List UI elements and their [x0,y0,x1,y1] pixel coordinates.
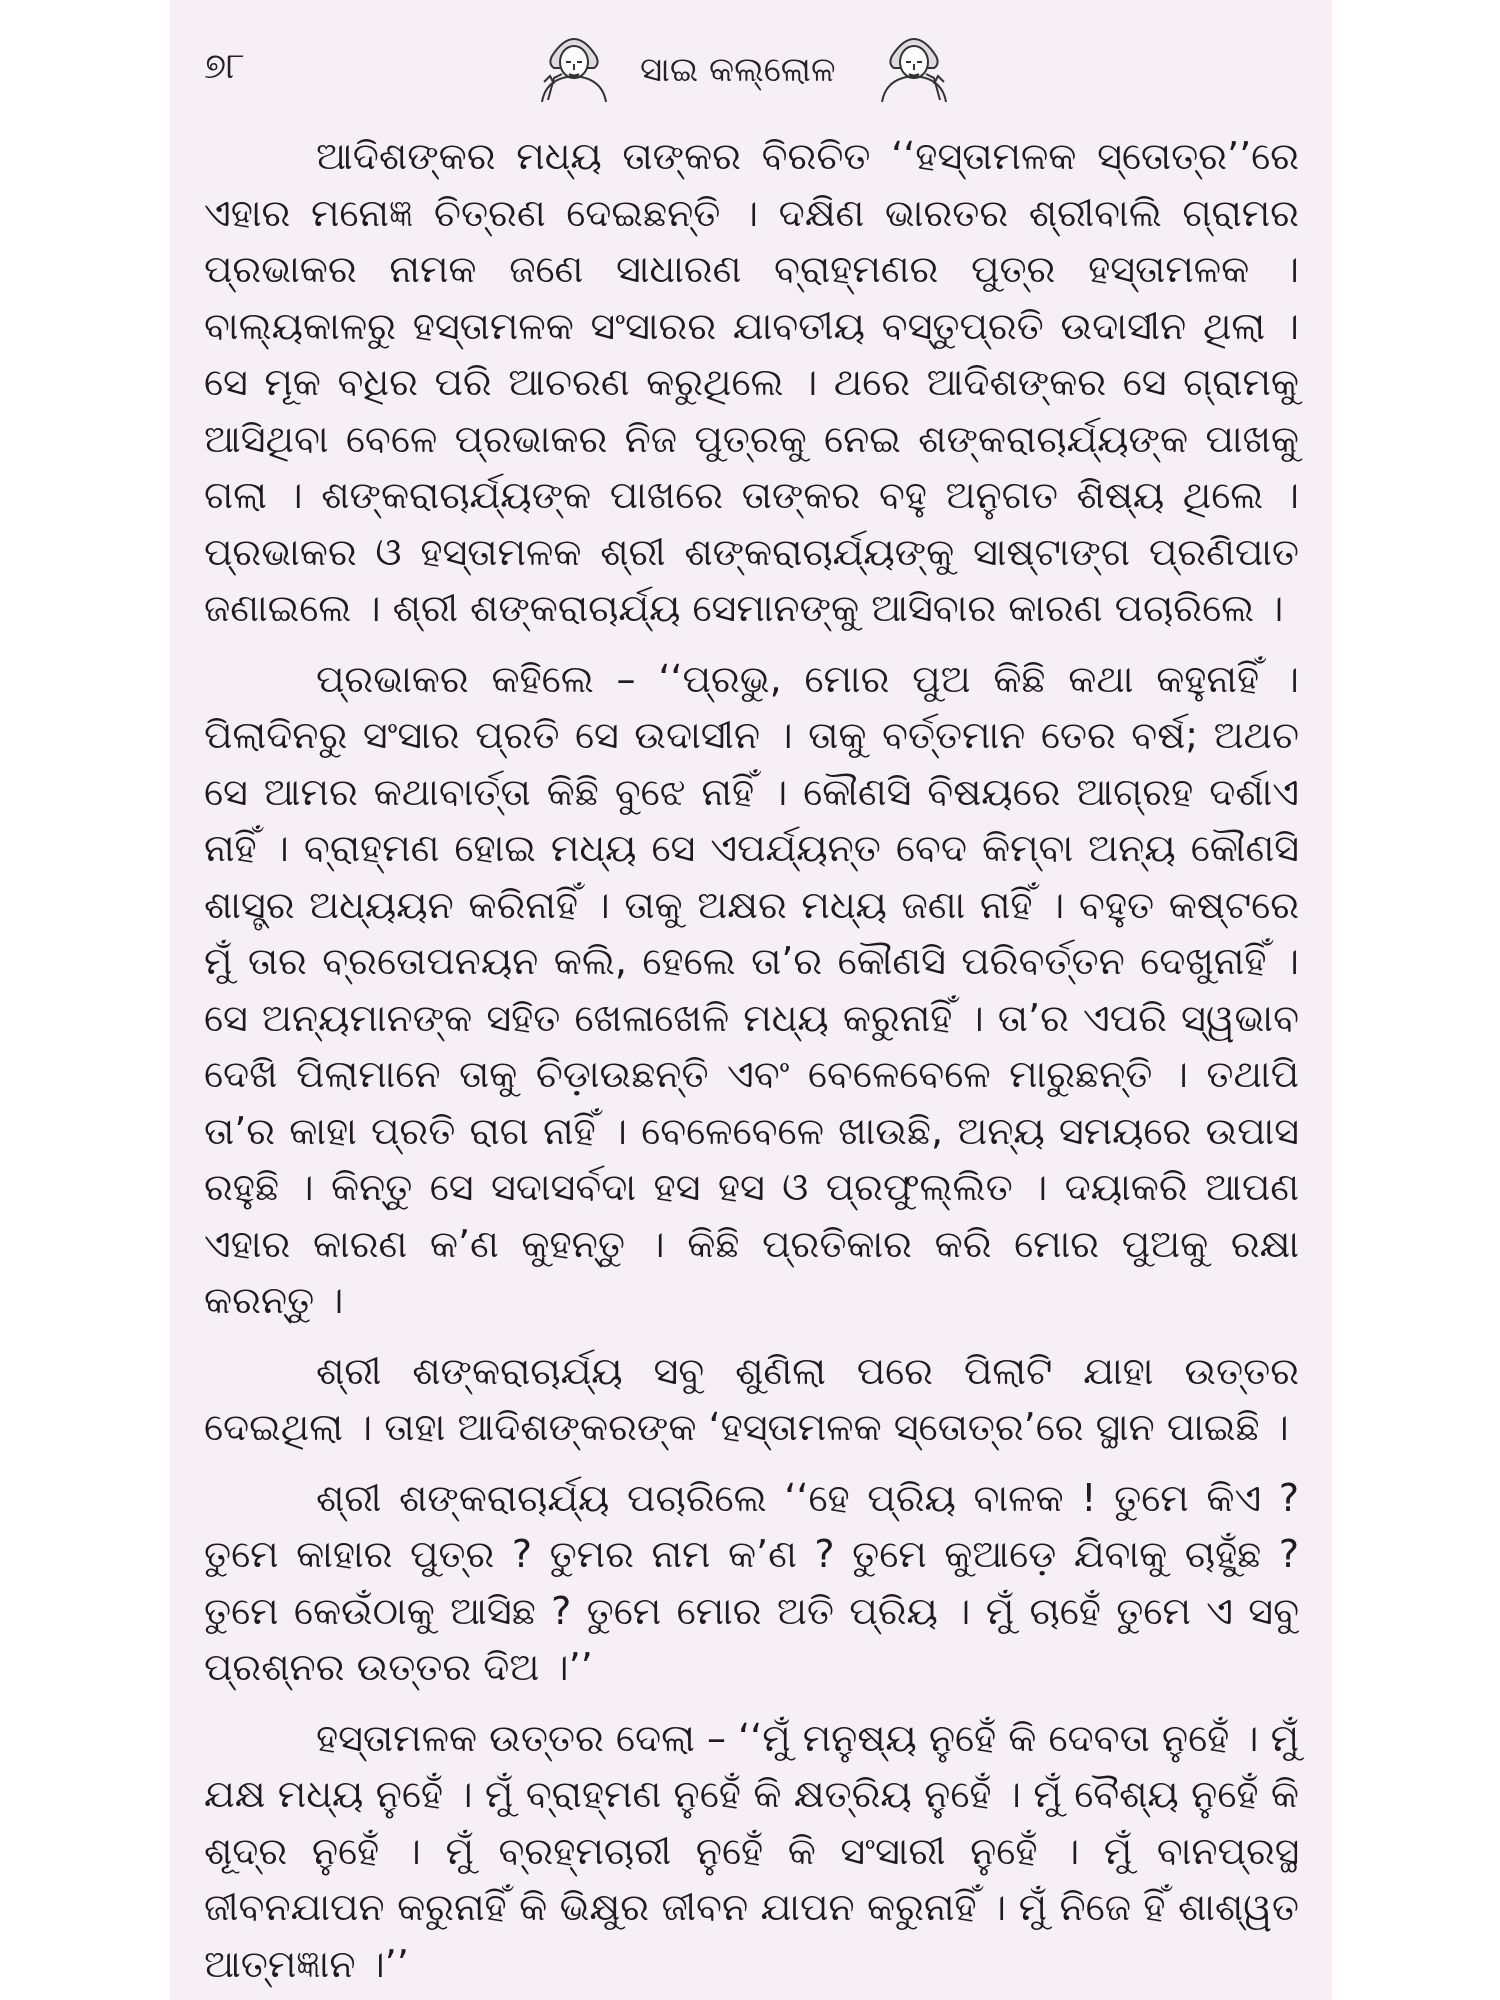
book-page [170,0,1332,2000]
paragraph: ହସ୍ତାମଳକ ଉତ୍ତର ଦେଲା – ‘‘ମୁଁ ମନୁଷ୍ୟ ନୁହେଁ କି ଦେବତା ନୁହେଁ । ମୁଁ ଯକ୍ଷ ମଧ୍ୟ ନୁହେଁ । ମୁଁ ବ୍ରାହ୍ମଣ ନୁହେଁ କି କ୍ଷତ୍ରିୟ ନୁହେଁ । ମୁଁ ବୈଶ୍ୟ ନୁହେଁ କି ଶୂଦ୍ର ନୁହେଁ । ମୁଁ ବ୍ରହ୍ମଚାରୀ ନୁହେଁ କି ସଂସାରୀ ନୁହେଁ । ମୁଁ ବାନପ୍ରସ୍ଥ ଜୀବନଯାପନ କରୁନାହିଁ କି ଭିକ୍ଷୁର ଜୀବନ ଯାପନ କରୁନାହିଁ । ମୁଁ ନିଜେ ହିଁ ଶାଶ୍ୱତ ଆତ୍ମଜ୍ଞାନ ।’’ [204,1715,1299,1986]
sai-baba-portrait-icon [870,22,958,102]
page-header [170,22,1332,112]
sai-baba-portrait-icon [530,22,618,102]
body-text [204,128,1299,1992]
page-number: ୭୮ [204,46,245,87]
paragraph: ଆଦିଶଙ୍କର ମଧ୍ୟ ତାଙ୍କର ବିରଚିତ ‘‘ହସ୍ତାମଳକ ସ୍ତୋତ୍ର’’ରେ ଏହାର ମନୋଜ୍ଞ ଚିତ୍ରଣ ଦେଇଛନ୍ତି । ଦକ୍ଷିଣ ଭାରତର ଶ୍ରୀବାଲି ଗ୍ରାମର ପ୍ରଭାକର ନାମକ ଜଣେ ସାଧାରଣ ବ୍ରାହ୍ମଣର ପୁତ୍ର ହସ୍ତାମଳକ । ବାଲ୍ୟକାଳରୁ ହସ୍ତାମଳକ ସଂସାରର ଯାବତୀୟ ବସ୍ତୁପ୍ରତି ଉଦାସୀନ ଥିଲା । ସେ ମୂକ ବଧିର ପରି ଆଚରଣ କରୁଥିଲେ । ଥରେ ଆଦିଶଙ୍କର ସେ ଗ୍ରାମକୁ ଆସିଥିବା ବେଳେ ପ୍ରଭାକର ନିଜ ପୁତ୍ରକୁ ନେଇ ଶଙ୍କରାଚାର୍ଯ୍ୟଙ୍କ ପାଖକୁ ଗଲା । ଶଙ୍କରାଚାର୍ଯ୍ୟଙ୍କ ପାଖରେ ତାଙ୍କର ବହୁ ଅନୁଗତ ଶିଷ୍ୟ ଥିଲେ । ପ୍ରଭାକର ଓ ହସ୍ତାମଳକ ଶ୍ରୀ ଶଙ୍କରାଚାର୍ଯ୍ୟଙ୍କୁ ସାଷ୍ଟାଙ୍ଗ ପ୍ରଣିପାତ ଜଣାଇଲେ । ଶ୍ରୀ ଶଙ୍କରାଚାର୍ଯ୍ୟ ସେମାନଙ୍କୁ ଆସିବାର କାରଣ ପଚାରିଲେ । [204,134,1299,630]
running-title: ସାଇ କଲ୍ଲୋଳ [640,50,836,90]
paragraph: ଶ୍ରୀ ଶଙ୍କରାଚାର୍ଯ୍ୟ ପଚାରିଲେ ‘‘ହେ ପ୍ରିୟ ବାଳକ ! ତୁମେ କିଏ ? ତୁମେ କାହାର ପୁତ୍ର ? ତୁମର ନାମ କ’ଣ ? ତୁମେ କୁଆଡ଼େ ଯିବାକୁ ଚାହୁଁଛ ? ତୁମେ କେଉଁଠାକୁ ଆସିଛ ? ତୁମେ ମୋର ଅତି ପ୍ରିୟ । ମୁଁ ଚାହେଁ ତୁମେ ଏ ସବୁ ପ୍ରଶ୍ନର ଉତ୍ତର ଦିଅ ।’’ [204,1475,1299,1689]
paragraph: ଶ୍ରୀ ଶଙ୍କରାଚାର୍ଯ୍ୟ ସବୁ ଶୁଣିଲା ପରେ ପିଲାଟି ଯାହା ଉତ୍ତର ଦେଇଥିଲା । ତାହା ଆଦିଶଙ୍କରଙ୍କ ‘ହସ୍ତାମଳକ ସ୍ତୋତ୍ର’ରେ ସ୍ଥାନ ପାଇଛି । [204,1348,1299,1449]
paragraph: ପ୍ରଭାକର କହିଲେ – ‘‘ପ୍ରଭୁ, ମୋର ପୁଅ କିଛି କଥା କହୁନାହିଁ । ପିଲାଦିନରୁ ସଂସାର ପ୍ରତି ସେ ଉଦାସୀନ । ତାକୁ ବର୍ତ୍ତମାନ ତେର ବର୍ଷ; ଅଥଚ ସେ ଆମର କଥାବାର୍ତ୍ତା କିଛି ବୁଝେ ନାହିଁ । କୌଣସି ବିଷୟରେ ଆଗ୍ରହ ଦର୍ଶାଏ ନାହିଁ । ବ୍ରାହ୍ମଣ ହୋଇ ମଧ୍ୟ ସେ ଏପର୍ଯ୍ୟନ୍ତ ବେଦ କିମ୍ବା ଅନ୍ୟ କୌଣସି ଶାସ୍ତ୍ର ଅଧ୍ୟୟନ କରିନାହିଁ । ତାକୁ ଅକ୍ଷର ମଧ୍ୟ ଜଣା ନାହିଁ । ବହୁତ କଷ୍ଟରେ ମୁଁ ତାର ବ୍ରତୋପନୟନ କଲି, ହେଲେ ତା’ର କୌଣସି ପରିବର୍ତ୍ତନ ଦେଖୁନାହିଁ । ସେ ଅନ୍ୟମାନଙ୍କ ସହିତ ଖେଳାଖେଳି ମଧ୍ୟ କରୁନାହିଁ । ତା’ର ଏପରି ସ୍ୱଭାବ ଦେଖି ପିଲାମାନେ ତାକୁ ଚିଡ଼ାଉଛନ୍ତି ଏବଂ ବେଳେବେଳେ ମାରୁଛନ୍ତି । ତଥାପି ତା’ର କାହା ପ୍ରତି ରାଗ ନାହିଁ । ବେଳେବେଳେ ଖାଉଛି, ଅନ୍ୟ ସମୟରେ ଉପାସ ରହୁଛି । କିନ୍ତୁ ସେ ସଦାସର୍ବଦା ହସ ହସ ଓ ପ୍ରଫୁଲ୍ଲିତ । ଦୟାକରି ଆପଣ ଏହାର କାରଣ କ’ଣ କୁହନ୍ତୁ । କିଛି ପ୍ରତିକାର କରି ମୋର ପୁଅକୁ ରକ୍ଷା କରନ୍ତୁ । [204,656,1299,1322]
